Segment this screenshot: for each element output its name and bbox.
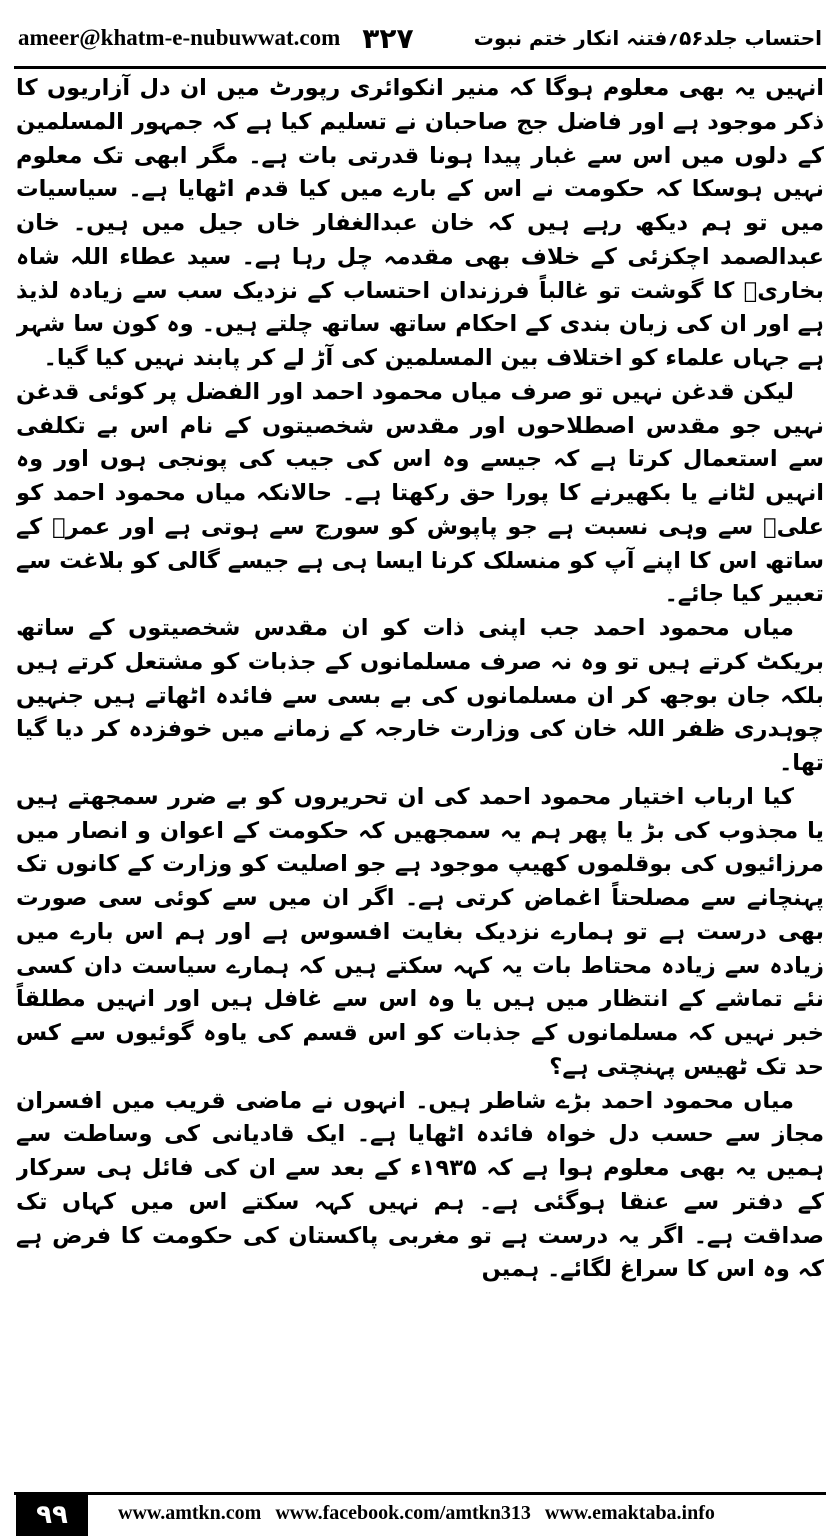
paragraph-1: انہیں یہ بھی معلوم ہوگا کہ منیر انکوائری رپورٹ میں ان دل آزاریوں کا ذکر موجود ہے اور فاضل جج صاحبان نے تسلیم کیا ہے کہ جمہور المسلمین کے دلوں میں اس سے غبار پیدا ہونا قدرتی بات ہے۔ مگر ابھی تک معلوم نہیں ہوسکا کہ حکومت نے اس کے بارے میں کیا قدم اٹھایا ہے۔ سیاسیات میں تو ہم دیکھ رہے ہیں کہ خان عبدالغفار خاں جیل میں ہیں۔ خان عبدالصمد اچکزئی کے خلاف بھی مقدمہ چل رہا ہے۔ سید عطاء اللہ شاہ بخاریؒ کا گوشت تو غالباً فرزندان احتساب کے نزدیک سب سے زیادہ لذیذ ہے اور ان کی زبان بندی کے احکام ساتھ ساتھ چلتے ہیں۔ وہ کون سا شہر ہے جہاں علماء کو اختلاف بین المسلمین کی آڑ لے کر پابند نہیں کیا گیا۔ xyxy=(16,75,824,371)
paragraph-5: میاں محمود احمد بڑے شاطر ہیں۔ انہوں نے ماضی قریب میں افسران مجاز سے حسب دل خواہ فائدہ اٹھایا ہے۔ ایک قادیانی کی وساطت سے ہمیں یہ بھی معلوم ہوا ہے کہ ۱۹۳۵ء کے بعد سے ان کی فائل ہی سرکار کے دفتر سے عنقا ہوگئی ہے۔ ہم نہیں کہہ سکتے اس میں کہاں تک صداقت ہے۔ اگر یہ درست ہے تو مغربی پاکستان کی حکومت کا فرض ہے کہ وہ اس کا سراغ لگائے۔ ہمیں xyxy=(16,1087,824,1283)
footer-link-facebook[interactable]: www.facebook.com/amtkn313 xyxy=(275,1502,531,1524)
footer-link-amtkn[interactable]: www.amtkn.com xyxy=(118,1502,262,1524)
contact-email-link[interactable]: ameer@khatm-e-nubuwwat.com xyxy=(18,25,341,50)
paragraph-3: میاں محمود احمد جب اپنی ذات کو ان مقدس شخصیتوں کے ساتھ بریکٹ کرتے ہیں تو وہ نہ صرف مسلمانوں کے جذبات کو مشتعل کرتے ہیں بلکہ جان بوجھ کر ان مسلمانوں کی بے بسی سے فائدہ اٹھاتے ہیں جنہیں چوہدری ظفر اللہ خان کی وزارت خارجہ کے زمانے میں خوفزدہ کر دیا گیا تھا۔ xyxy=(16,615,824,776)
paragraph-4: کیا ارباب اختیار محمود احمد کی ان تحریروں کو بے ضرر سمجھتے ہیں یا مجذوب کی بڑ یا پھر ہم یہ سمجھیں کہ حکومت کے اعوان و انصار میں مرزائیوں کی بوقلموں کھیپ موجود ہے جو اصلیت کو وزارت کے کانوں تک پہنچانے سے مصلحتاً اغماض کرتی ہے۔ اگر ان میں سے کوئی سی صورت بھی درست ہے تو ہمارے نزدیک بغایت افسوس ہے اور ہم اس بارے میں زیادہ سے زیادہ محتاط بات یہ کہہ سکتے ہیں کہ ہمارے سیاست دان کسی نئے تماشے کے انتظار میں ہیں یا وہ اس سے غافل ہیں اور انہیں مطلقاً خبر نہیں کہ مسلمانوں کے جذبات کو اس قسم کی یاوہ گوئیوں سے کس حد تک ٹھیس پہنچتی ہے؟ xyxy=(16,783,824,1080)
header-left-group xyxy=(18,22,414,55)
header-divider xyxy=(14,66,826,69)
article-body xyxy=(16,72,824,1480)
book-page-number: ۳۲۷ xyxy=(362,21,414,55)
page-header xyxy=(18,18,822,58)
footer-links xyxy=(118,1502,826,1525)
page-footer xyxy=(0,1488,840,1540)
footer-divider xyxy=(14,1492,826,1495)
book-title: احتساب جلد۵۶؍فتنہ انکار ختم نبوت xyxy=(473,26,822,50)
pdf-page-number: ۹۹ xyxy=(16,1494,88,1536)
paragraph-2: لیکن قدغن نہیں تو صرف میاں محمود احمد اور الفضل پر کوئی قدغن نہیں جو مقدس اصطلاحوں اور مقدس شخصیتوں کے نام اس بے تکلفی سے استعمال کرتا ہے کہ جیسے وہ اس کی جیب کی پونجی ہوں اور وہ انہیں لٹانے یا بکھیرنے کا پورا حق رکھتا ہے۔ حالانکہ میاں محمود احمد کو علیؓ سے وہی نسبت ہے جو پاپوش کو سورج سے ہوتی ہے اور عمرؓ کے ساتھ اس کا اپنے آپ کو منسلک کرنا ایسا ہی ہے جیسے گالی کو بلاغت سے تعبیر کیا جائے۔ xyxy=(16,378,824,608)
footer-link-emaktaba[interactable]: www.emaktaba.info xyxy=(544,1502,715,1524)
